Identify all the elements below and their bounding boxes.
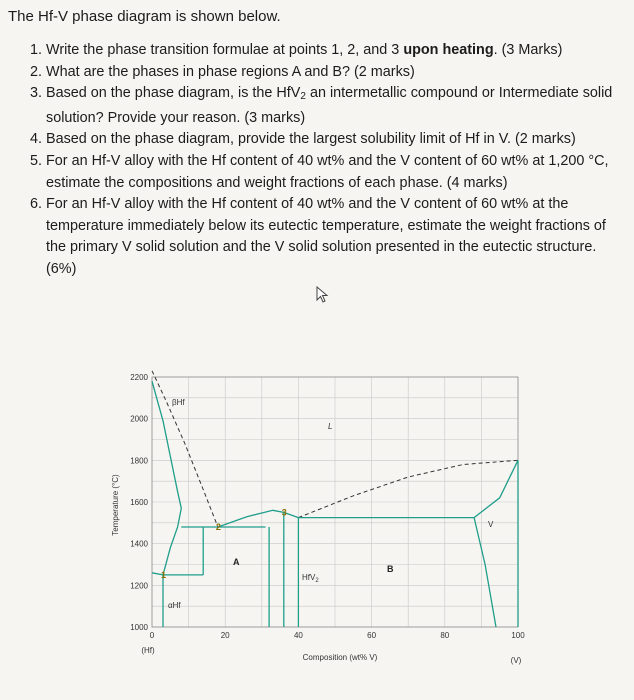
axis-ticks — [130, 373, 525, 640]
grid — [152, 377, 518, 627]
x-axis-label: Composition (wt% V) — [302, 653, 378, 662]
point-label-3: 3 — [281, 507, 287, 518]
x-tick-label: 20 — [220, 631, 230, 640]
x-tick-label: 40 — [293, 631, 303, 640]
region-label-a: A — [233, 557, 240, 567]
y-tick-label: 1000 — [130, 623, 148, 632]
region-label-b: B — [387, 564, 394, 574]
phase-diagram-svg — [100, 355, 550, 690]
region-label-liquid: L — [328, 422, 333, 431]
point-label-1: 1 — [160, 569, 166, 580]
question-number: 4. — [30, 131, 43, 148]
subscript: 2 — [300, 91, 306, 103]
question-number: 5. — [30, 152, 43, 169]
question-item-4: 4. Based on the phase diagram, provide the largest solubility limit of Hf in V. (2 marks) — [30, 129, 626, 151]
eutectoid-line-1 — [152, 573, 203, 575]
beta-hf-lower — [163, 508, 181, 575]
x-right-end-label: (V) — [510, 656, 522, 665]
region-label-beta-hf: βHf — [172, 398, 185, 407]
liquidus-hf-side — [152, 371, 218, 527]
x-tick-label: 100 — [511, 631, 525, 640]
x-tick-label: 0 — [149, 631, 155, 640]
x-tick-label: 60 — [367, 631, 377, 640]
emphasis-upon-heating: upon heating — [403, 42, 494, 58]
question-item-3: 3. Based on the phase diagram, is the HfV$_2$ an intermetallic compound or Intermediate solid solution? Provide your reason. (3 marks) — [30, 85, 613, 126]
v-solidus — [474, 460, 518, 517]
question-number: 1. — [30, 42, 43, 58]
y-axis-label: Temperature (°C) — [111, 474, 120, 536]
question-list — [30, 40, 626, 281]
y-tick-label: 2200 — [130, 373, 148, 382]
region-label-hfv2: HfV$_2$ — [302, 573, 319, 584]
question-item-1: 1. Write the phase transition formulae at points 1, 2, and 3 upon heating. (3 Marks) — [30, 40, 626, 62]
y-tick-label: 1400 — [130, 539, 148, 549]
region-label-v: V — [488, 520, 494, 529]
point-label-2: 2 — [215, 522, 221, 532]
region-label-alpha-hf: αHf — [168, 601, 181, 610]
mouse-pointer-icon — [316, 286, 330, 304]
question-item-2: 2. What are the phases in phase regions A and B? (2 marks) — [30, 62, 626, 84]
question-intro: The Hf-V phase diagram is shown below. — [8, 8, 281, 25]
y-tick-label: 1800 — [130, 456, 148, 466]
question-item-6: 6. For an Hf-V alloy with the Hf content of 40 wt% and the V content of 60 wt% at the temperature immediately below its eutectic temperature, estimate the weight fractions of the primary V solid solution and the V solid solution presented in the eutectic structure. (6%) — [30, 196, 606, 277]
phase-diagram — [100, 355, 550, 690]
question-number: 3. — [30, 85, 43, 102]
x-left-end-label: (Hf) — [141, 646, 155, 655]
question-number: 6. — [30, 196, 43, 213]
question-number: 2. — [30, 63, 43, 80]
y-tick-label: 1200 — [130, 581, 148, 591]
y-tick-label: 2000 — [130, 414, 148, 424]
y-tick-label: 1600 — [130, 498, 148, 507]
v-solvus — [474, 518, 496, 627]
question-item-5: 5. For an Hf-V alloy with the Hf content of 40 wt% and the V content of 60 wt% at 1,200 °C, estimate the compositions and weight fractions of each phase. (4 marks) — [30, 152, 609, 191]
x-tick-label: 80 — [440, 631, 450, 640]
